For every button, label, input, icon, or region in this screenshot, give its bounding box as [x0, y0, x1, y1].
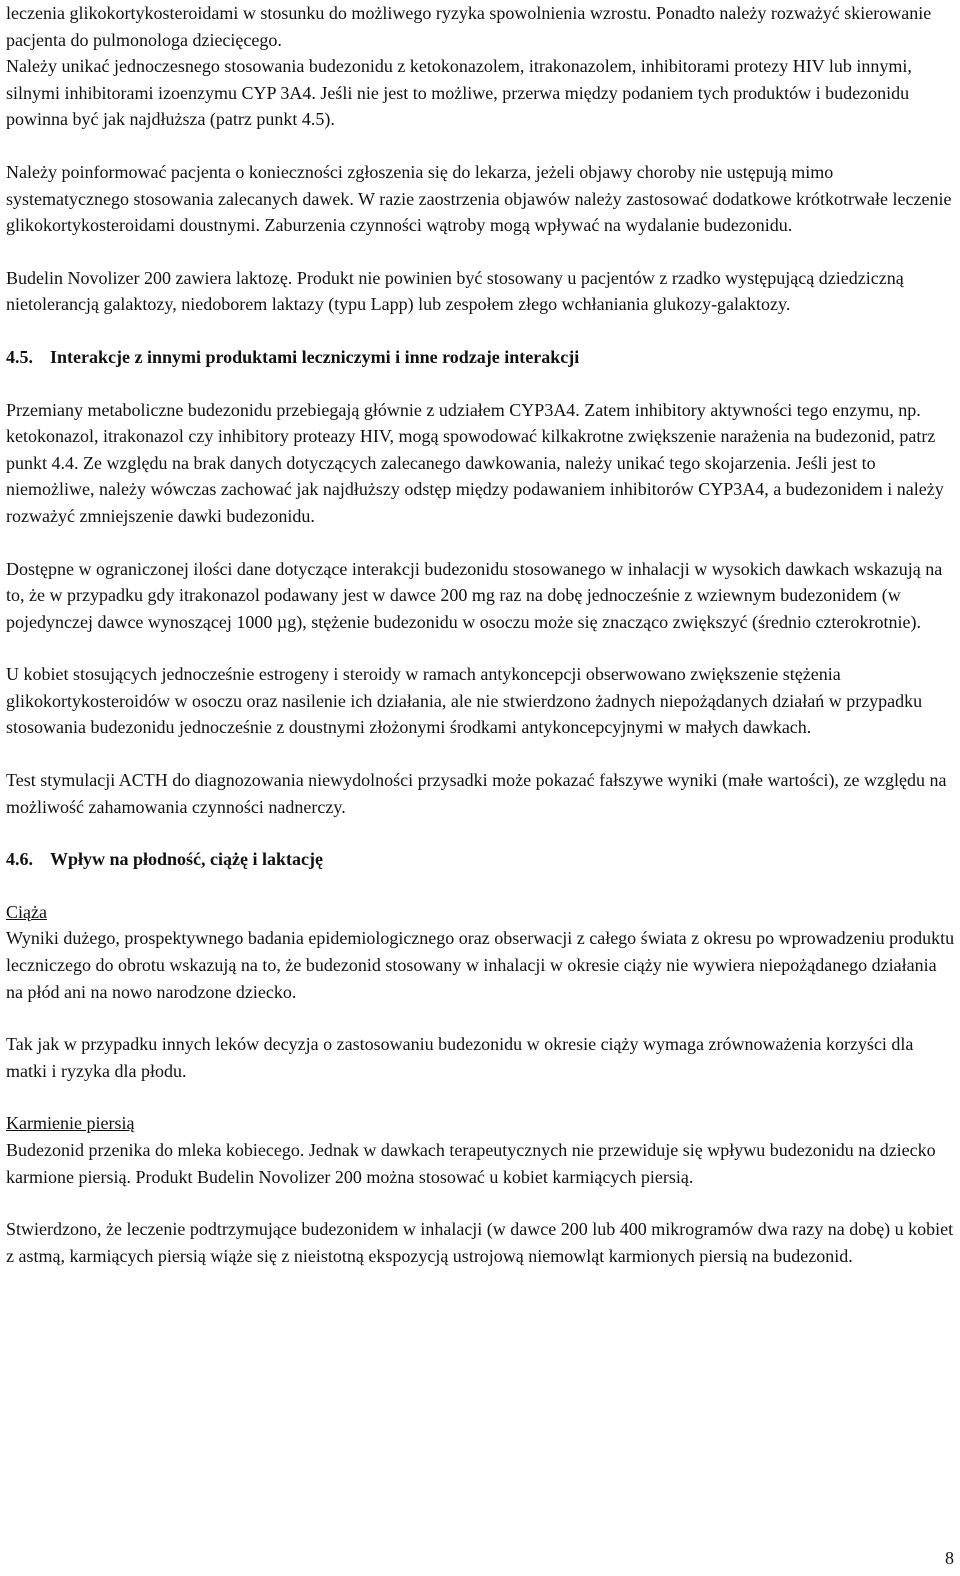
- paragraph-pregnancy-study: Wyniki dużego, prospektywnego badania epidemiologicznego oraz obserwacji z całego świata z okresu po wprowadzeniu produktu leczniczego do obrotu wskazują na to, że budezonid stosowany w inhalacji w okresie ciąży nie wywiera niepożądanego działania na płód ani na nowo narodzone dziecko.: [6, 928, 955, 1002]
- subheading-pregnancy: Ciąża: [6, 901, 47, 922]
- section-title: Wpływ na płodność, ciążę i laktację: [50, 849, 323, 870]
- page-number: 8: [945, 1548, 954, 1568]
- paragraph-pregnancy-decision: Tak jak w przypadku innych leków decyzja o zastosowaniu budezonidu w okresie ciąży wymaga zrównoważenia korzyści dla matki i ryzyka dla płodu.: [6, 1034, 914, 1081]
- paragraph-lactose: Budelin Novolizer 200 zawiera laktozę. Produkt nie powinien być stosowany u pacjentów z rzadko występującą dziedziczną nietolerancją galaktozy, niedoborem laktazy (typu Lapp) lub zespołem złego wchłaniania glukozy-galaktozy.: [6, 267, 904, 315]
- paragraph-patient-information: Należy poinformować pacjenta o konieczności zgłoszenia się do lekarza, jeżeli objawy choroby nie ustępują mimo systematycznego stosowania zalecanych dawek. W razie zaostrzenia objawów należy zastosować dodatkowe krótkotrwałe leczenie glikokortykosteroidami doustnymi. Zaburzenia czynności wątroby mogą wpływać na wydalanie budezonidu.: [6, 161, 952, 236]
- paragraph-acth-test: Test stymulacji ACTH do diagnozowania niewydolności przysadki może pokazać fałszywe wyniki (małe wartości), ze względu na możliwość zahamowania czynności nadnerczy.: [6, 770, 947, 817]
- section-number: 4.6.: [6, 849, 33, 870]
- section-heading-4-6: [6, 846, 956, 873]
- section-number: 4.5.: [6, 346, 33, 367]
- paragraph-growth-warning: leczenia glikokortykosteroidami w stosunku do możliwego ryzyka spowolnienia wzrostu. Ponadto należy rozważyć skierowanie pacjenta do pulmonologa dziecięcego.: [6, 3, 932, 50]
- subheading-breastfeeding: Karmienie piersią: [6, 1113, 135, 1134]
- paragraph-itraconazole: Dostępne w ograniczonej ilości dane dotyczące interakcji budezonidu stosowanego w inhalacji w wysokich dawkach wskazują na to, że w przypadku gdy itrakonazol podawany jest w dawce 200 mg raz na dobę jednocześnie z wziewnym budezonidem (w pojedynczej dawce wynoszącej 1000 µg), stężenie budezonidu w osoczu może się znacząco zwiększyć (średnio czterokrotnie).: [6, 558, 943, 632]
- document-page: [6, 0, 956, 1269]
- paragraph-metabolism: Przemiany metaboliczne budezonidu przebiegają głównie z udziałem CYP3A4. Zatem inhibitory aktywności tego enzymu, np. ketokonazol, itrakonazol czy inhibitory proteazy HIV, mogą spowodować kilkakrotne zwiększenie narażenia na budezonid, patrz punkt 4.4. Ze względu na brak danych dotyczących zalecanego dawkowania, należy unikać tego skojarzenia. Jeśli jest to niemożliwe, należy wówczas zachować jak najdłuższy odstęp między podawaniem inhibitorów CYP3A4, a budezonidem i należy rozważyć zmniejszenie dawki budezonidu.: [6, 399, 944, 526]
- section-title: Interakcje z innymi produktami leczniczymi i inne rodzaje interakcji: [50, 346, 580, 367]
- paragraph-maintenance-treatment: Stwierdzono, że leczenie podtrzymujące budezonidem w inhalacji (w dawce 200 lub 400 mikrogramów dwa razy na dobę) u kobiet z astmą, karmiących piersią wiąże się z nieistotną ekspozycją ustrojową niemowląt karmionych piersią na budezonid.: [6, 1219, 954, 1266]
- section-heading-4-5: [6, 344, 956, 371]
- paragraph-breast-milk: Budezonid przenika do mleka kobiecego. Jednak w dawkach terapeutycznych nie przewiduje się wpływu budezonidu na dziecko karmione piersią. Produkt Budelin Novolizer 200 można stosować u kobiet karmiących piersią.: [6, 1140, 936, 1187]
- paragraph-contraception: U kobiet stosujących jednocześnie estrogeny i steroidy w ramach antykoncepcji obserwowano zwiększenie stężenia glikokortykosteroidów w osoczu oraz nasilenie ich działania, ale nie stwierdzono żadnych niepożądanych działań w przypadku stosowania budezonidu jednocześnie z doustnymi złożonymi środkami antykoncepcyjnymi w małych dawkach.: [6, 664, 923, 738]
- paragraph-cyp3a4-warning: Należy unikać jednoczesnego stosowania budezonidu z ketokonazolem, itrakonazolem, inhibitorami protezy HIV lub innymi, silnymi inhibitorami izoenzymu CYP 3A4. Jeśli nie jest to możliwe, przerwa między podaniem tych produktów i budezonidu powinna być jak najdłuższa (patrz punkt 4.5).: [6, 56, 912, 130]
